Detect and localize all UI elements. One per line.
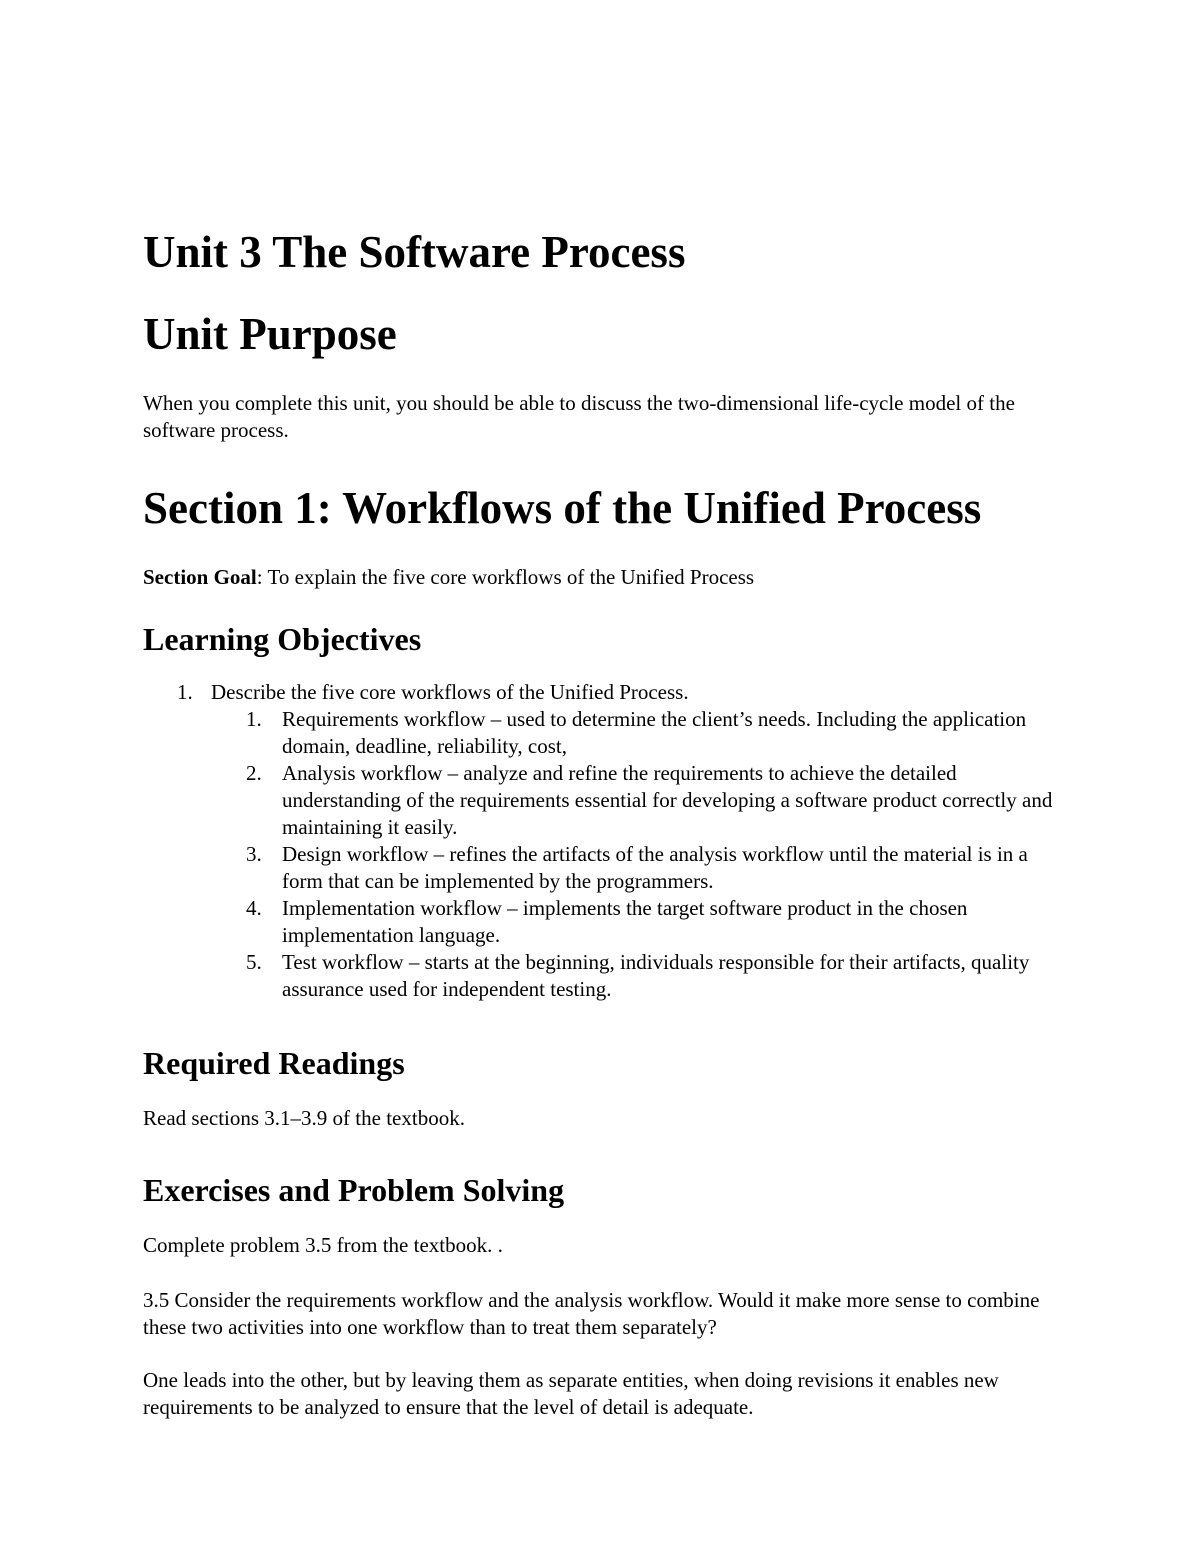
workflow-sublist (211, 706, 1073, 1003)
list-item-text: Requirements workflow – used to determine the client’s needs. Including the application domain, deadline, reliability, cost, (282, 707, 1027, 758)
list-item-text: Test workflow – starts at the beginning, individuals responsible for their artifacts, quality assurance used for independent testing. (282, 950, 1030, 1001)
section-goal-label: Section Goal (143, 565, 257, 589)
document-title: Unit 3 The Software Process (143, 227, 686, 277)
list-item (246, 949, 1073, 1003)
required-readings-text: Read sections 3.1–3.9 of the textbook. (143, 1106, 465, 1130)
list-item-number: 5. (246, 950, 262, 974)
list-item (246, 760, 1073, 841)
list-item-text: Implementation workflow – implements the target software product in the chosen implementation language. (282, 896, 968, 947)
section-heading: Section 1: Workflows of the Unified Process (143, 483, 982, 533)
list-item-number: 1. (177, 680, 193, 704)
list-item-number: 2. (246, 761, 262, 785)
section-goal (143, 564, 1073, 591)
list-item (246, 841, 1073, 895)
exercise-question: 3.5 Consider the requirements workflow and the analysis workflow. Would it make more sense to combine these two activities into one workflow than to treat them separately? (143, 1288, 1040, 1339)
list-item-number: 1. (246, 707, 262, 731)
list-item (246, 706, 1073, 760)
list-item (177, 679, 1073, 1003)
exercises-heading: Exercises and Problem Solving (143, 1172, 565, 1208)
unit-purpose-text: When you complete this unit, you should be able to discuss the two-dimensional life-cycle model of the software process. (143, 391, 1015, 442)
exercise-answer: One leads into the other, but by leaving them as separate entities, when doing revisions it enables new requirements to be analyzed to ensure that the level of detail is adequate. (143, 1368, 999, 1419)
section-goal-text: : To explain the five core workflows of the Unified Process (256, 565, 755, 589)
document-page (143, 226, 1073, 1421)
list-item (246, 895, 1073, 949)
learning-objectives-list (143, 679, 1073, 1003)
list-item-number: 4. (246, 896, 262, 920)
list-item-text: Describe the five core workflows of the Unified Process. (211, 680, 689, 704)
exercise-intro: Complete problem 3.5 from the textbook. . (143, 1233, 503, 1257)
list-item-text: Design workflow – refines the artifacts of the analysis workflow until the material is in a form that can be implemented by the programmers. (282, 842, 1028, 893)
list-item-number: 3. (246, 842, 262, 866)
unit-purpose-heading: Unit Purpose (143, 309, 397, 359)
learning-objectives-heading: Learning Objectives (143, 621, 422, 657)
list-item-text: Analysis workflow – analyze and refine the requirements to achieve the detailed understanding of the requirements essential for developing a software product correctly and maintaining it easily. (282, 761, 1053, 839)
required-readings-heading: Required Readings (143, 1045, 405, 1081)
